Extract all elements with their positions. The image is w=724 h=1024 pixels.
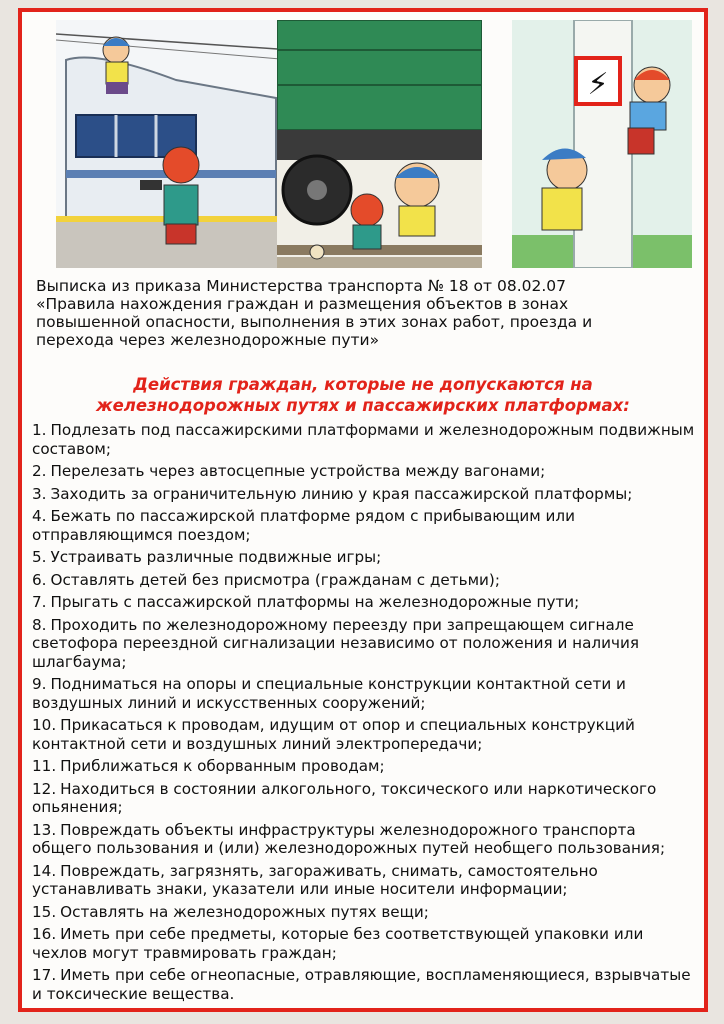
list-item: 1. Подлезать под пассажирскими платформами и железнодорожным подвижным составом; — [32, 421, 695, 458]
under-wagon-drawing — [277, 20, 482, 268]
list-item: 10. Прикасаться к проводам, идущим от опор и специальных конструкций контактной сети и воздушных линий электропередачи; — [32, 716, 635, 753]
order-excerpt-line: «Правила нахождения граждан и размещения объектов в зонах — [36, 295, 569, 313]
list-item: 2. Перелезать через автосцепные устройства между вагонами; — [32, 462, 546, 480]
list-item: 3. Заходить за ограничительную линию у края пассажирской платформы; — [32, 484, 633, 503]
list-item: 8. Проходить по железнодорожному переезду при запрещающем сигнале светофора переездной сигнализации независимо от положения и наличия шлагбаума; — [32, 615, 639, 671]
list-item: 16. Иметь при себе предметы, которые без соответствующей упаковки или чехлов могут травмировать граждан; — [32, 925, 644, 962]
list-item: 5. Устраивать различные подвижные игры; — [32, 548, 382, 566]
list-item: 12. Находиться в состоянии алкогольного, токсического или наркотического опьянения; — [32, 779, 657, 816]
section-heading-line: Действия граждан, которые не допускаются на — [133, 375, 593, 394]
list-item: 14. Повреждать, загрязнять, загораживать, снимать, самостоятельно устанавливать знаки, указатели или иные носители информации; — [32, 861, 598, 898]
poster-page — [18, 8, 708, 1012]
train-roof-drawing — [56, 20, 292, 268]
order-excerpt-line: Выписка из приказа Министерства транспорта № 18 от 08.02.07 — [36, 277, 566, 295]
danger-sign-icon: ⚡ — [587, 67, 609, 102]
illustration-train-roof — [56, 20, 292, 268]
list-item: 11. Приближаться к оборванным проводам; — [32, 757, 385, 775]
order-excerpt-line: повышенной опасности, выполнения в этих зонах работ, проезда и — [36, 313, 593, 331]
list-item: 7. Прыгать с пассажирской платформы на железнодорожные пути; — [32, 593, 580, 611]
prohibited-actions-list — [32, 421, 697, 1007]
section-heading-line: железнодорожных путях и пассажирских платформах: — [96, 396, 630, 415]
illustration-climbing-pole — [512, 20, 692, 268]
list-item: 6. Оставлять детей без присмотра (гражданам с детьми); — [32, 570, 500, 589]
list-item: 15. Оставлять на железнодорожных путях вещи; — [32, 902, 429, 921]
climbing-pole-drawing — [512, 20, 692, 268]
list-item: 13. Повреждать объекты инфраструктуры железнодорожного транспорта общего пользования и (или) железнодорожных путей необщего пользования; — [32, 820, 666, 857]
order-excerpt — [36, 277, 686, 349]
section-heading — [22, 374, 704, 416]
list-item: 9. Подниматься на опоры и специальные конструкции контактной сети и воздушных линий и искусственных сооружений; — [32, 675, 626, 712]
list-item: 17. Иметь при себе огнеопасные, отравляющие, воспламеняющиеся, взрывчатые и токсические вещества. — [32, 966, 691, 1003]
illustration-under-wagon — [277, 20, 482, 268]
list-item: 4. Бежать по пассажирской платформе рядом с прибывающим или отправляющимся поездом; — [32, 507, 575, 544]
order-excerpt-line: перехода через железнодорожные пути» — [36, 331, 380, 349]
